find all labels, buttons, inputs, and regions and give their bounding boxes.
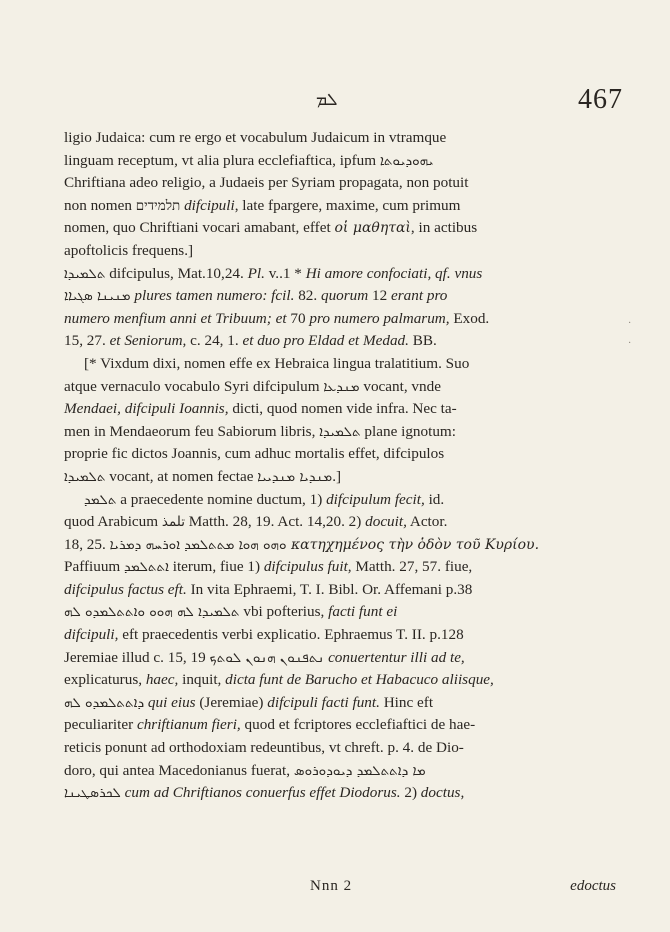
italic-gloss: Hi amore confociati, qf. vnus	[305, 264, 483, 282]
text-segment: c. 24, 1.	[186, 332, 243, 350]
text-segment: 18, 25.	[64, 535, 110, 553]
syriac-word: ܬܠܡܝܕܐ	[64, 468, 106, 485]
italic-gloss: pro numero palmarum,	[309, 309, 450, 327]
italic-gloss: Mendaei, difcipuli Ioannis,	[64, 400, 229, 418]
text-segment: reticis ponunt ad orthodoxiam redeuntibus, vt chreft. p. 4. de Dio-	[64, 739, 464, 757]
text-line	[64, 150, 620, 173]
text-segment: , late fpargere, maxime, cum primum	[234, 196, 461, 214]
text-segment: a praecedente nomine ductum, 1)	[116, 490, 327, 508]
headword-syriac: ܬܠܡܝܕܐ	[64, 265, 106, 282]
text-line	[64, 217, 620, 240]
text-segment: Jeremiae illud c. 15, 19	[64, 648, 210, 666]
italic-gloss: difcipuli facti funt.	[267, 693, 380, 711]
text-line	[64, 511, 620, 534]
syriac-word: ܠܟܪܣܛܝܢܐ	[64, 785, 121, 802]
italic-gloss: erant pro	[391, 287, 448, 305]
text-segment: Hinc eft	[379, 693, 434, 711]
greek-phrase: οἱ μαθηταὶ	[334, 220, 411, 237]
text-line	[64, 127, 620, 150]
italic-gloss: qui eius	[144, 693, 196, 711]
syriac-word: ܝܗܘܕܝܘܬܐ	[379, 152, 434, 169]
italic-gloss: cum ad Chriftianos conuerfus effet Diodorus.	[124, 784, 401, 802]
text-segment: Exod.	[449, 309, 490, 327]
text-line	[64, 669, 620, 692]
text-segment: quod Arabicum	[64, 513, 162, 531]
text-segment: quod et fcriptores ecclefiaftici de hae-	[240, 716, 476, 734]
signature-mark: Nnn 2	[310, 878, 353, 894]
syriac-phrase: ܬܠܡܝܕܐ ܠܗ ܗܘܘ ܘܐܬܬܠܡܕܘ ܠܗ	[64, 604, 240, 621]
italic-gloss: quorum	[320, 287, 369, 305]
text-segment: eft praecedentis verbi explicatio. Ephraemus T. II. p.128	[118, 626, 464, 644]
arabic-word: تلمذ	[161, 514, 185, 531]
text-segment: non nomen	[64, 196, 136, 214]
text-line	[64, 376, 620, 399]
page-footer	[64, 878, 620, 902]
text-segment: inquit,	[178, 671, 226, 689]
text-segment: nomen, quo Chriftiani vocari amabant, effet	[64, 219, 335, 237]
text-segment: 2)	[400, 784, 421, 802]
text-segment: 82.	[294, 287, 321, 305]
text-line	[64, 714, 620, 737]
text-segment: Actor.	[406, 513, 448, 531]
lexicon-text	[64, 127, 620, 805]
text-segment: id.	[424, 490, 445, 508]
text-segment: proprie fic dictos Joannis, cum adhuc mortalis effet, difcipulos	[64, 445, 445, 463]
text-line	[64, 308, 620, 331]
text-segment: , in actibus	[410, 219, 478, 237]
text-segment: v..1 *	[264, 264, 306, 282]
text-line	[64, 579, 620, 602]
text-segment: 70	[286, 309, 310, 327]
entry-headword-line	[64, 489, 620, 512]
syriac-phrase: ܢܬܦܢܘܢ ܗܢܘܢ ܠܘܬܟ	[209, 649, 325, 666]
text-line	[64, 782, 620, 805]
text-line	[64, 601, 620, 624]
text-line	[64, 353, 620, 376]
italic-gloss: numero menfium anni et Tribuum; et	[64, 309, 287, 327]
text-line	[64, 534, 620, 557]
italic-gloss: difcipuli,	[64, 626, 119, 644]
text-segment: iterum, fiue 1)	[168, 558, 264, 576]
text-line	[64, 760, 620, 783]
syriac-word: ܡܢܕܥܐ	[323, 378, 360, 395]
margin-speck: ·	[628, 318, 632, 329]
italic-gloss: plures tamen numero: fcil.	[134, 287, 295, 305]
text-line	[64, 737, 620, 760]
text-segment: 15, 27.	[64, 332, 110, 350]
italic-gloss: difcipulus fuit,	[263, 558, 352, 576]
text-segment: Matth. 27, 57. fiue,	[351, 558, 473, 576]
italic-gloss: conuertentur illi ad te,	[324, 648, 465, 666]
text-segment: difcipulus, Mat.10,24.	[105, 264, 248, 282]
text-line	[64, 172, 620, 195]
syriac-phrase: ܡܢܝܢܐ ܣܓܝܐܐ	[64, 288, 131, 305]
italic-gloss: difcipulum fecit,	[326, 490, 425, 508]
italic-gloss: difcipulus factus eft.	[64, 580, 187, 598]
text-segment: [* Vixdum dixi, nomen effe ex Hebraica lingua tralatitium. Suo	[84, 354, 470, 372]
page-number: 467	[578, 84, 623, 115]
text-line	[64, 624, 620, 647]
italic-gloss: Pl.	[247, 264, 265, 282]
headword-syriac: ܬܠܡܕ	[84, 491, 117, 508]
text-line	[64, 330, 620, 353]
text-segment: ligio Judaica: cum re ergo et vocabulum Judaicum in vtramque	[64, 129, 447, 146]
text-segment: atque vernaculo vocabulo Syri difcipulum	[64, 377, 324, 395]
italic-gloss: docuit,	[365, 513, 407, 531]
margin-speck: ·	[628, 338, 632, 349]
syriac-word: ܬܠܡܝܕܐ	[319, 423, 361, 440]
text-line	[64, 692, 620, 715]
text-line	[64, 466, 620, 489]
italic-gloss: difcipuli	[184, 196, 235, 214]
italic-gloss: et Seniorum,	[109, 332, 187, 350]
text-segment: 12	[368, 287, 392, 305]
syriac-phrase: ܘܗܘ ܗܘܐ ܡܬܬܠܡܕ ܐܘܪܚܗ ܕܡܪܝܐ	[109, 536, 287, 553]
text-segment: plane ignotum:	[360, 422, 456, 440]
text-segment: apoftolicis frequens.]	[64, 241, 194, 259]
italic-gloss: et duo pro Eldad et Medad.	[242, 332, 409, 350]
syriac-phrase: ܕܐܬܬܠܡܕܘ ܠܗ	[64, 694, 145, 711]
text-segment: .]	[332, 467, 342, 485]
text-line	[64, 285, 620, 308]
text-line	[64, 421, 620, 444]
text-segment: Matth. 28, 19. Act. 14,20. 2)	[184, 513, 366, 531]
text-segment: vocant, vnde	[359, 377, 441, 395]
text-segment: BB.	[408, 332, 437, 350]
catchword: edoctus	[570, 878, 616, 894]
text-segment: dicti, quod nomen vide infra. Nec ta-	[228, 400, 457, 418]
text-line	[64, 398, 620, 421]
syriac-phrase: ܡܢܕܝܐ ܡܢܕܝܝܐ	[257, 468, 333, 485]
running-head-syriac: ܠܡ	[316, 90, 338, 110]
greek-phrase: κατηχημένος τὴν ὁδὸν τοῦ Κυρίου.	[286, 536, 540, 553]
text-segment: Chriftiana adeo religio, a Judaeis per Syriam propagata, non potuit	[64, 174, 469, 192]
text-segment: (Jeremiae)	[195, 693, 268, 711]
text-line	[64, 647, 620, 670]
text-segment: men in Mendaeorum feu Sabiorum libris,	[64, 422, 320, 440]
text-segment: linguam receptum, vt alia plura ecclefiaftica, ipfum	[64, 151, 380, 169]
entry-headword-line	[64, 263, 620, 286]
italic-gloss: facti funt ei	[328, 603, 398, 621]
text-segment: peculiariter	[64, 716, 137, 734]
text-segment: doro, qui antea Macedonianus fuerat,	[64, 761, 294, 779]
text-segment: vbi pofterius,	[239, 603, 329, 621]
text-line	[64, 443, 620, 466]
text-segment: explicaturus,	[64, 671, 146, 689]
italic-gloss: dicta funt de Barucho et Habacuco aliisque,	[225, 671, 494, 689]
hebrew-word: תלמידים	[135, 197, 181, 214]
italic-gloss: chriftianum fieri,	[136, 716, 241, 734]
italic-gloss: haec,	[145, 671, 179, 689]
text-segment: vocant, at nomen fectae	[105, 467, 258, 485]
text-segment: Paffiuum	[64, 558, 125, 576]
text-segment: In vita Ephraemi, T. I. Bibl. Or. Affemani p.38	[186, 580, 473, 598]
text-line	[64, 195, 620, 218]
text-line	[64, 240, 620, 263]
syriac-word: ܐܬܬܠܡܕ	[124, 559, 169, 576]
syriac-phrase: ܡܐ ܕܐܬܬܠܡܕ ܕܝܘܕܘܪܘܣ	[293, 762, 426, 779]
text-line	[64, 556, 620, 579]
italic-gloss: doctus,	[420, 784, 465, 802]
